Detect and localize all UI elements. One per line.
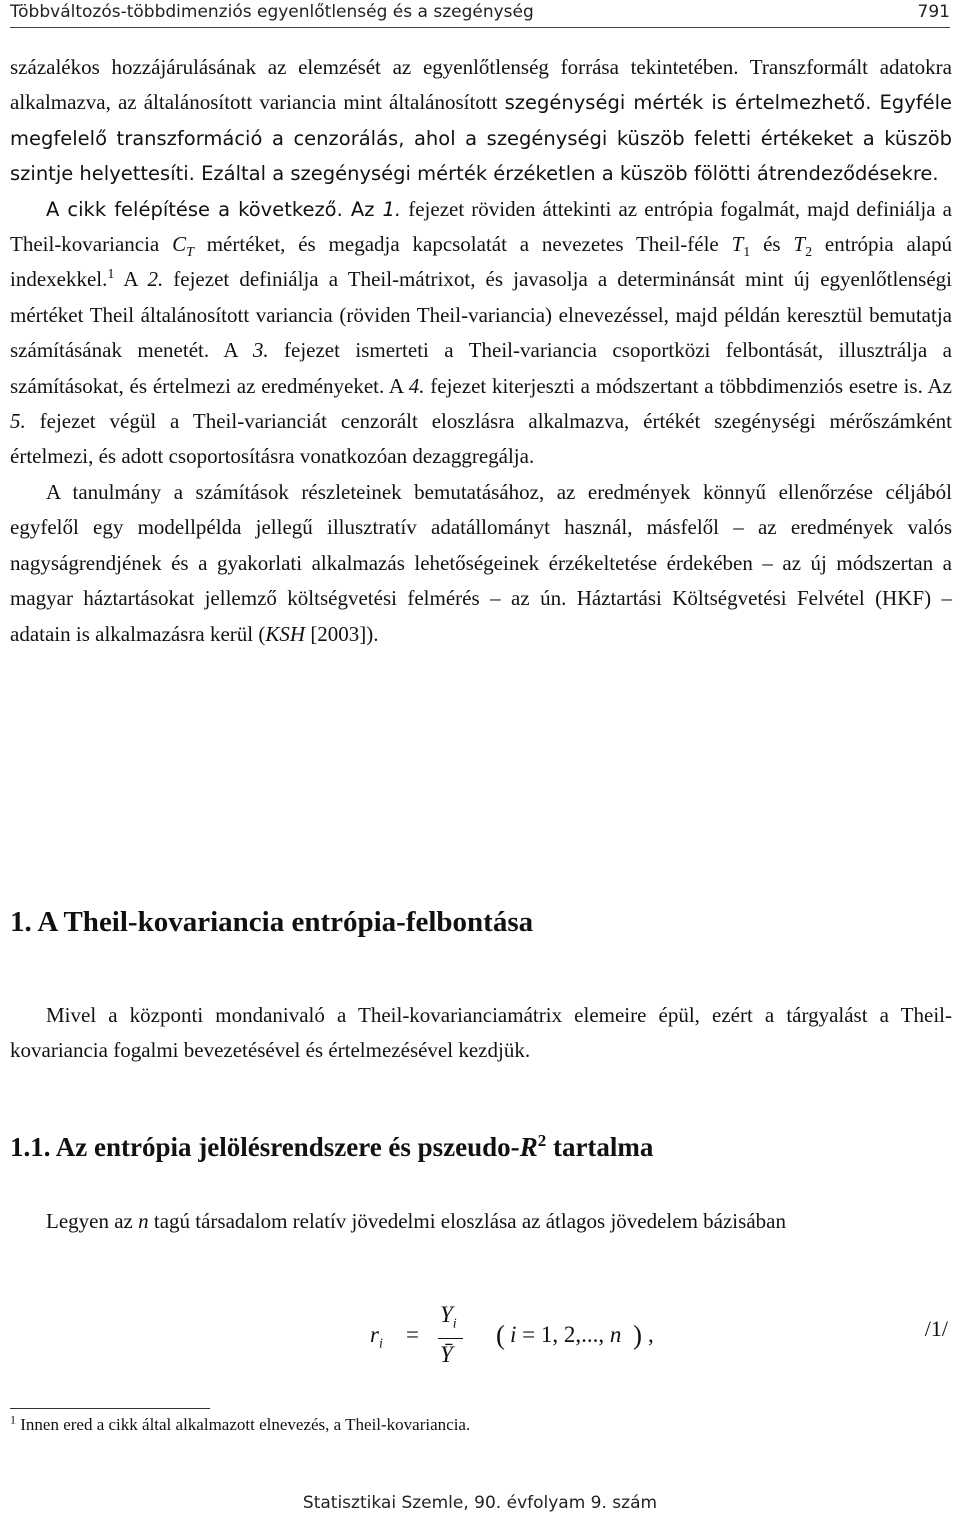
footnote-rule [10, 1408, 210, 1409]
chapter-ref-4: 4. [408, 373, 425, 398]
eq-open-paren: ( [496, 1320, 505, 1350]
paragraph-3 [10, 475, 952, 652]
equation-number: /1/ [924, 1316, 948, 1341]
ksh-citation: KSH [265, 621, 306, 646]
eq-y: Y [440, 1302, 453, 1327]
paragraph-text-end: tagú társadalom relatív jövedelmi eloszlása az átlagos jövedelem bázisában [148, 1209, 786, 1233]
eq-n: n [609, 1322, 622, 1347]
section-1-body [10, 998, 952, 1069]
footnote-text: Innen ered a cikk által alkalmazott elnevezés, a Theil-kovariancia. [16, 1415, 471, 1434]
paragraph-2-sans-lead: A cikk felépítése a következő. Az [46, 197, 383, 221]
running-header [10, 0, 950, 24]
heading-text: 1.1. Az entrópia jelölésrendszere és pszeudo- [10, 1132, 520, 1162]
ct-subscript: T [186, 245, 194, 261]
t2-subscript: 2 [805, 245, 813, 261]
eq-denominator [440, 1342, 453, 1368]
n-symbol: n [138, 1209, 149, 1233]
page-number: 791 [917, 2, 950, 22]
paragraph-3-text: A tanulmány a számítások részleteinek bemutatásához, az eredmények könnyű ellenőrzése céljából egyfelől egy modellpélda jellegű illusztratív adatállományt használ, másfelől – az eredmények valós nagyságrendjének és a gyakorlati alkalmazás lehetőségeinek érzékeltetése érdekében – az új módszertan a magyar háztartásokat jellemző költségvetési felmérés – az ún. Háztartási Költségvetési Felvétel (HKF) – adatain is alkalmazásra kerül ( [10, 479, 952, 646]
header-rule [10, 27, 950, 28]
eq-y-sub: i [452, 1316, 457, 1332]
paragraph-3-end: [2003]). [305, 621, 379, 646]
section-1-1-heading [10, 1132, 653, 1163]
eq-y-bar: Ȳ [440, 1342, 453, 1367]
t1-subscript: 1 [743, 245, 751, 261]
paragraph-text: Legyen az [46, 1209, 139, 1233]
equation-1 [0, 1298, 960, 1378]
paragraph-2-text: fejezet végül a Theil-varianciát cenzorált eloszlásra alkalmazva, értékét szegénységi mérőszámként értelmezi, és adott csoportosításra vonatkozóan dezaggregálja. [10, 409, 952, 469]
eq-lhs [370, 1322, 383, 1352]
paragraph-2 [10, 192, 952, 475]
paragraph-2-text: fejezet kiterjeszti a módszertant a többdimenziós esetre is. Az [424, 373, 952, 398]
footnote [10, 1412, 471, 1435]
section-1-heading: 1. A Theil-kovariancia entrópia-felbontása [10, 906, 534, 938]
section-1-1-body [10, 1204, 952, 1239]
eq-equals: = [406, 1322, 419, 1347]
paragraph-2-text: entrópia alapú indexekkel. [10, 232, 953, 292]
chapter-ref-5: 5. [10, 409, 26, 434]
footnote-mark[interactable]: 1 [107, 267, 115, 283]
paragraph-2-text: mértéket, és megadja kapcsolatát a nevezetes Theil-féle [193, 232, 732, 257]
paragraph-1-serif: százalékos hozzájárulásának az elemzését az egyenlőtlenség forrása tekintetében. Transzformált adatokra alkalmazva, az általánosított variancia mint általánosított [10, 55, 952, 115]
paragraph-2-text: fejezet röviden áttekinti az entrópia fogalmát, majd definiálja a Theil-kovariancia [10, 196, 952, 257]
chapter-ref-3: 3. [252, 338, 269, 363]
eq-r: r [370, 1322, 379, 1347]
paragraph-2-text: fejezet ismerteti a Theil-variancia csoportközi felbontását, illusztrálja a számításokat, és értelmezi az eredményeket. A [10, 338, 952, 398]
paragraph-2-text: A [114, 267, 148, 292]
page-footer: Statisztikai Szemle, 90. évfolyam 9. szám [302, 1493, 658, 1513]
eq-condition [510, 1322, 621, 1348]
eq-r-sub: i [378, 1336, 383, 1352]
eq-range: = 1, 2,..., [516, 1322, 610, 1347]
heading-superscript: 2 [537, 1131, 547, 1150]
eq-close-paren: ) [633, 1320, 642, 1350]
chapter-ref-1: 1. [382, 197, 402, 221]
heading-r-symbol: R [519, 1132, 538, 1162]
t1-symbol: T [731, 232, 744, 257]
heading-text-end: tartalma [546, 1132, 654, 1162]
footnote-number: 1 [10, 1412, 16, 1427]
paragraph-1-sans: szegénységi mérték is értelmezhető. Egyféle megfelelő transzformáció a cenzorálás, ahol a szegénységi küszöb feletti értékeket a küszöb szintje helyettesíti. Ezáltal a szegénységi mérték érzéketlen a küszöb fölötti átrendeződésekre. [10, 91, 953, 186]
fraction-bar [438, 1338, 463, 1339]
intro-paragraph-block [10, 50, 952, 652]
paragraph-2-text: és [750, 232, 794, 257]
paragraph-1 [10, 50, 952, 192]
eq-i: i [510, 1322, 517, 1347]
eq-numerator [440, 1302, 457, 1332]
t2-symbol: T [793, 232, 806, 257]
running-title: Többváltozós-többdimenziós egyenlőtlenség és a szegénység [10, 2, 534, 22]
section-1-paragraph: Mivel a központi mondanivaló a Theil-kovarianciamátrix elemeire épül, ezért a tárgyalást a Theil-kovariancia fogalmi bevezetésével és értelmezésével kezdjük. [10, 1003, 952, 1063]
eq-comma: , [648, 1322, 654, 1347]
section-1-1-paragraph [10, 1204, 952, 1239]
chapter-ref-2: 2. [147, 267, 164, 292]
ct-symbol: C [172, 232, 187, 257]
paragraph-2-text: fejezet definiálja a Theil-mátrixot, és javasolja a determinánsát mint új egyenlőtlenségi mértéket Theil általánosított variancia (röviden Theil-variancia) elnevezéssel, majd példán keresztül bemutatja számításának menetét. A [10, 267, 952, 363]
